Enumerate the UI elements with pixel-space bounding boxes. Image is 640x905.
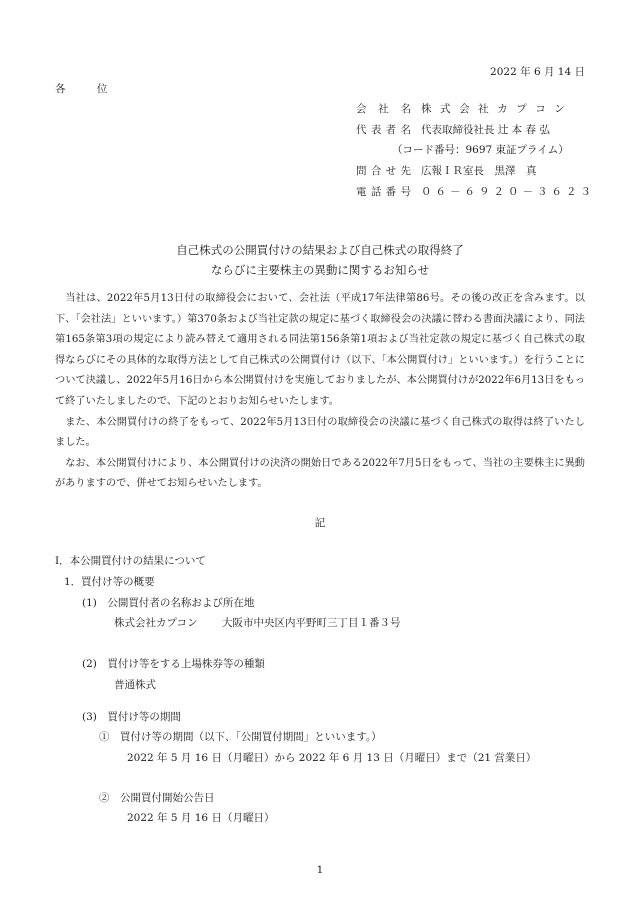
phone-value: ０６－６９２０－３６２３ <box>421 186 595 198</box>
page-number: 1 <box>316 864 324 876</box>
title-line-1: 自己株式の公開買付けの結果および自己株式の取得終了 <box>176 243 464 257</box>
body-paragraph-1: 当社は、2022年5月13日付の取締役会において、会社法（平成17年法律第86号。その後の改正を含みます。以下、「会社法」といいます。）第370条および当社定款の規定に基づく取締役会の決議に替わる書面決議により、同法第165条第3項の規定により読み替えて適用される同法第156条第1項および当社定款の規定に基づく自己株式の取得ならびにその具体的な取得方法として自己株式の公開買付け（以下、「本公開買付け」といいます。）を行うことについて決議し、2022年5月16日から本公開買付けを実施しておりましたが、本公開買付けが2022年6月13日をもって終了いたしましたので、下記のとおりお知らせいたします。 <box>55 293 585 407</box>
body-paragraph-3: なお、本公開買付けにより、本公開買付けの決済の開始日である2022年7月5日をもって、当社の主要株主に異動がありますので、併せてお知らせいたします。 <box>55 457 585 490</box>
company-name-row <box>356 103 567 117</box>
company-name-value: 株 式 会 社 カ プ コ ン <box>421 103 568 115</box>
item-3-heading: (3) 買付け等の期間 <box>82 711 181 723</box>
subsection-heading: 1．買付け等の概要 <box>64 576 155 588</box>
representative-value: 代表取締役社長 辻 本 春 弘 <box>421 124 550 136</box>
representative-label: 代 表 者 名 <box>356 124 411 136</box>
company-name-label: 会 社 名 <box>356 103 411 115</box>
item-2-value: 普通株式 <box>114 679 156 691</box>
item-3-sub-1-value: 2022 年 5 月 16 日（月曜日）から 2022 年 6 月 13 日（月曜日）まで（21 営業日） <box>127 752 537 764</box>
phone-row <box>356 186 595 200</box>
item-1-company: 株式会社カプコン <box>114 617 198 629</box>
item-2-heading: (2) 買付け等をする上場株券等の種類 <box>82 658 265 670</box>
representative-row <box>356 124 550 138</box>
section-heading: Ⅰ．本公開買付けの結果について <box>55 555 206 567</box>
body-text <box>55 289 585 495</box>
phone-label: 電 話 番 号 <box>356 186 411 198</box>
body-paragraph-2: また、本公開買付けの終了をもって、2022年5月13日付の取締役会の決議に基づく自己株式の取得は終了いたしました。 <box>55 416 585 449</box>
contact-label: 問 合 せ 先 <box>356 165 411 177</box>
title-line-2: ならびに主要株主の異動に関するお知らせ <box>210 263 430 277</box>
stock-code: （コード番号：9697 東証プライム） <box>392 144 569 156</box>
release-date: 2022 年 6 月 14 日 <box>490 66 585 78</box>
item-1-address: 大阪市中央区内平野町三丁目１番３号 <box>222 617 401 629</box>
ki-marker: 記 <box>314 517 326 529</box>
contact-value: 広報ＩＲ室長 黒澤 真 <box>421 165 537 177</box>
item-3-sub-1-heading: ① 買付け等の期間（以下、「公開買付期間」といいます。） <box>99 731 382 743</box>
contact-row <box>356 165 537 179</box>
item-1-heading: (1) 公開買付者の名称および所在地 <box>82 597 255 609</box>
item-3-sub-2-value: 2022 年 5 月 16 日（月曜日） <box>127 812 275 824</box>
item-3-sub-2-heading: ② 公開買付開始公告日 <box>99 792 215 804</box>
addressee: 各 位 <box>55 83 122 95</box>
